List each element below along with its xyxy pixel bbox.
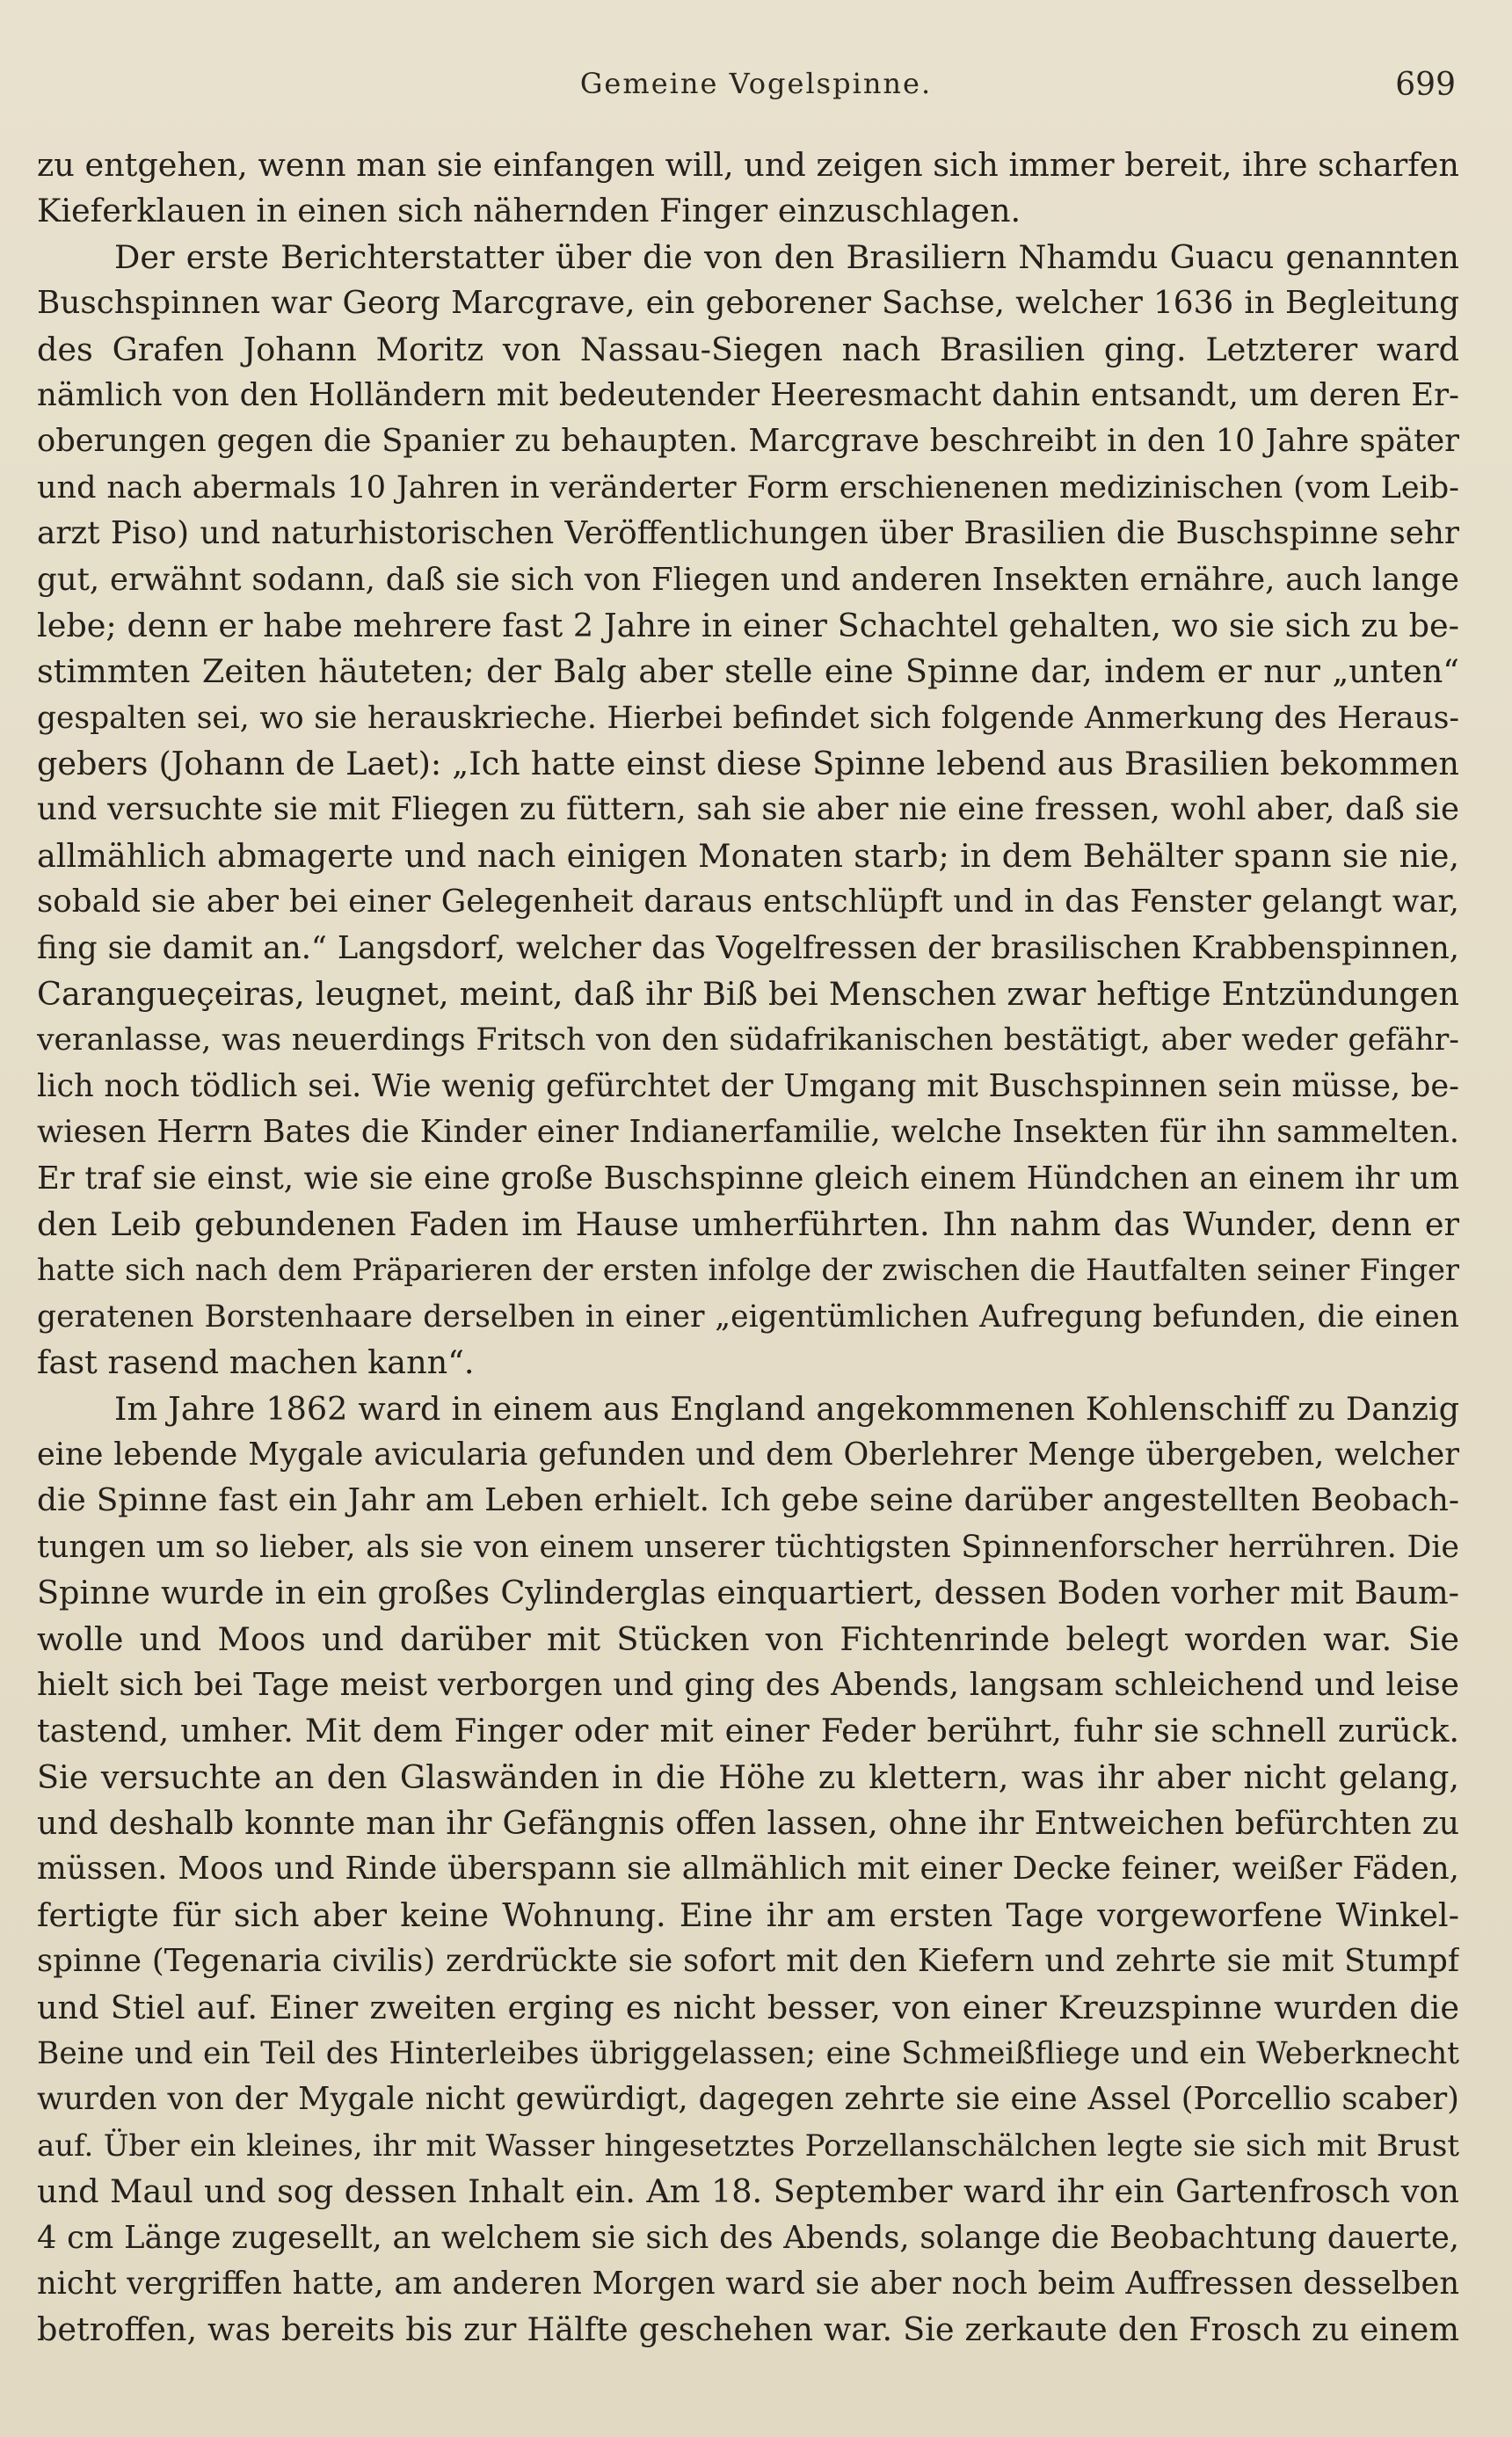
text-line: hielt sich bei Tage meist verborgen und ging des Abends, langsam schleichend und leise	[37, 1666, 1459, 1703]
text-line: und deshalb konnte man ihr Gefängnis offen lassen, ohne ihr Entweichen befürchten zu	[37, 1804, 1459, 1843]
text-line: oberungen gegen die Spanier zu behaupten. Marcgrave beschreibt in den 10 Jahre später	[37, 423, 1459, 460]
text-line: und versuchte sie mit Fliegen zu füttern, sah sie aber nie eine fressen, wohl aber, daß sie	[37, 791, 1459, 828]
text-line: spinne (Tegenaria civilis) zerdrückte sie sofort mit den Kiefern und zehrte sie mit Stumpf	[37, 1943, 1459, 1980]
text-line: Der erste Berichterstatter über die von den Brasiliern Nhamdu Guacu genannten	[114, 237, 1459, 276]
text-line: Im Jahre 1862 ward in einem aus England angekommenen Kohlenschiff zu Danzig	[114, 1389, 1459, 1428]
text-line: Beine und ein Teil des Hinterleibes übriggelassen; eine Schmeißfliege und ein Weberknecht	[37, 2036, 1459, 2072]
text-line: müssen. Moos und Rinde überspann sie allmählich mit einer Decke feiner, weißer Fäden,	[37, 1851, 1459, 1888]
text-line: fertigte für sich aber keine Wohnung. Eine ihr am ersten Tage vorgeworfene Winkel-	[37, 1895, 1459, 1934]
text-line: stimmten Zeiten häuteten; der Balg aber stelle eine Spinne dar, indem er nur „unten“	[37, 652, 1459, 691]
text-line: eine lebende Mygale avicularia gefunden und dem Oberlehrer Menge übergeben, welcher	[37, 1436, 1459, 1473]
text-line: allmählich abmagerte und nach einigen Monaten starb; in dem Behälter spann sie nie,	[37, 836, 1459, 875]
text-line: Carangueçeiras, leugnet, meint, daß ihr Biß bei Menschen zwar heftige Entzündungen	[37, 975, 1459, 1014]
text-line: tungen um so lieber, als sie von einem unserer tüchtigsten Spinnenforscher herrühren. Die	[37, 1529, 1459, 1565]
page-header	[35, 63, 1477, 116]
text-line: tastend, umher. Mit dem Finger oder mit einer Feder berührt, fuhr sie schnell zurück.	[37, 1712, 1459, 1750]
text-line: Kieferklauen in einen sich nähernden Finger einzuschlagen.	[37, 192, 1021, 230]
text-line: lich noch tödlich sei. Wie wenig gefürchtet der Umgang mit Buschspinnen sein müsse, be-	[37, 1067, 1459, 1104]
text-line: gespalten sei, wo sie herauskrieche. Hierbei befindet sich folgende Anmerkung des Heraus-	[37, 700, 1459, 736]
text-line: gebers (Johann de Laet): „Ich hatte einst diese Spinne lebend aus Brasilien bekommen	[37, 745, 1459, 783]
text-line: und Maul und sog dessen Inhalt ein. Am 18. September ward ihr ein Gartenfrosch von	[37, 2172, 1459, 2211]
text-line: veranlasse, was neuerdings Fritsch von den südafrikanischen bestätigt, aber weder gefähr-	[37, 1022, 1459, 1058]
text-line: des Grafen Johann Moritz von Nassau-Siegen nach Brasilien ging. Letzterer ward	[37, 330, 1459, 368]
text-line: sobald sie aber bei einer Gelegenheit daraus entschlüpft und in das Fenster gelangt war,	[37, 884, 1459, 920]
text-line: Buschspinnen war Georg Marcgrave, ein geborener Sachse, welcher 1636 in Begleitung	[37, 285, 1459, 322]
text-line: Er traf sie einst, wie sie eine große Buschspinne gleich einem Hündchen an einem ihr um	[37, 1160, 1459, 1197]
text-line: gut, erwähnt sodann, daß sie sich von Fliegen und anderen Insekten ernähre, auch lange	[37, 561, 1459, 598]
text-line: lebe; denn er habe mehrere fast 2 Jahre in einer Schachtel gehalten, wo sie sich zu be-	[37, 606, 1459, 644]
text-line: wurden von der Mygale nicht gewürdigt, dagegen zehrte sie eine Assel (Porcellio scaber)	[37, 2081, 1459, 2118]
text-line: den Leib gebundenen Faden im Hause umherführten. Ihn nahm das Wunder, denn er	[37, 1204, 1459, 1243]
text-line: die Spinne fast ein Jahr am Leben erhielt. Ich gebe seine darüber angestellten Beobach-	[37, 1482, 1459, 1519]
text-line: wiesen Herrn Bates die Kinder einer Indianerfamilie, welche Insekten für ihn sammelten.	[37, 1114, 1459, 1151]
text-line: betroffen, was bereits bis zur Hälfte geschehen war. Sie zerkaute den Frosch zu einem	[37, 2310, 1459, 2349]
text-line: wolle und Moos und darüber mit Stücken von Fichtenrinde belegt worden war. Sie	[37, 1619, 1459, 1658]
text-line: geratenen Borstenhaare derselben in einer „eigentümlichen Aufregung befunden, die einen	[37, 1299, 1459, 1335]
text-line: fast rasend machen kann“.	[37, 1343, 475, 1382]
running-title: Gemeine Vogelspinne.	[579, 67, 933, 100]
text-line: arzt Piso) und naturhistorischen Veröffentlichungen über Brasilien die Buschspinne sehr	[37, 515, 1459, 552]
text-line: auf. Über ein kleines, ihr mit Wasser hingesetztes Porzellanschälchen legte sie sich mit Brust	[37, 2128, 1459, 2164]
text-line: hatte sich nach dem Präparieren der ersten infolge der zwischen die Hautfalten seiner Finger	[37, 1253, 1459, 1288]
text-line: 4 cm Länge zugesellt, an welchem sie sich des Abends, solange die Beobachtung dauerte,	[37, 2219, 1459, 2256]
body-text	[37, 142, 1459, 2353]
text-line: Spinne wurde in ein großes Cylinderglas einquartiert, dessen Boden vorher mit Baum-	[37, 1574, 1459, 1612]
text-line: Sie versuchte an den Glaswänden in die Höhe zu klettern, was ihr aber nicht gelang,	[37, 1757, 1459, 1796]
text-line: nämlich von den Holländern mit bedeutender Heeresmacht dahin entsandt, um deren Er-	[37, 376, 1459, 413]
text-line: fing sie damit an.“ Langsdorf, welcher das Vogelfressen der brasilischen Krabbenspinnen,	[37, 929, 1459, 966]
text-line: zu entgehen, wenn man sie einfangen will, und zeigen sich immer bereit, ihre scharfen	[37, 146, 1459, 184]
text-line: und nach abermals 10 Jahren in veränderter Form erschienenen medizinischen (vom Leib-	[37, 469, 1459, 506]
text-line: und Stiel auf. Einer zweiten erging es nicht besser, von einer Kreuzspinne wurden die	[37, 1988, 1459, 2026]
page-number: 699	[1395, 67, 1456, 103]
text-line: nicht vergriffen hatte, am anderen Morgen ward sie aber noch beim Auffressen desselben	[37, 2265, 1459, 2302]
